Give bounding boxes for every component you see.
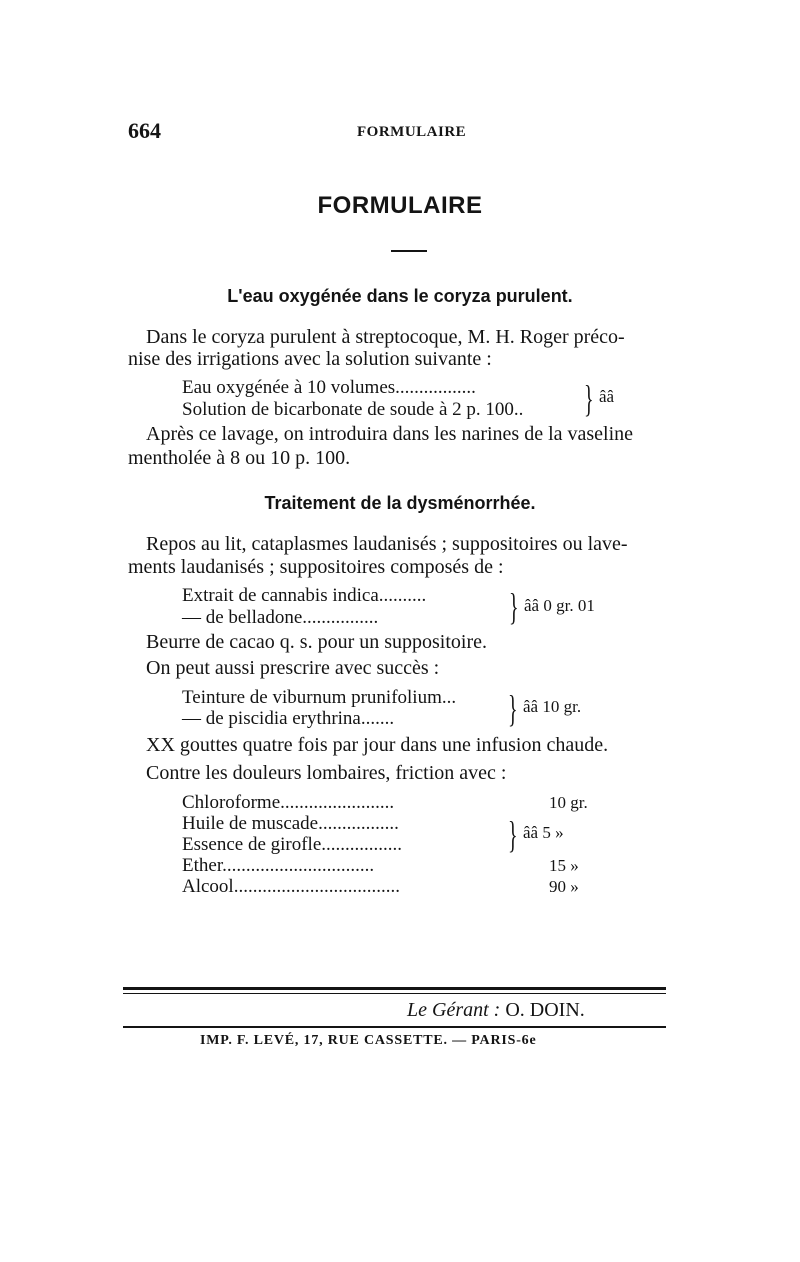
page-number: 664 [128,118,161,143]
article1-after-line: Après ce lavage, on introduira dans les narines de la vaseline [146,423,634,445]
friction-ingredient: Essence de girofle................. [182,834,403,855]
formula-quantity: ââ 0 gr. 01 [524,596,595,615]
friction-group-quantity: ââ 5 » [523,823,564,842]
article2-intro-line: Repos au lit, cataplasmes laudanisés ; suppositoires ou lave- [146,533,628,555]
formula-line: Extrait de cannabis indica.......... [182,585,427,606]
article2-text-line: On peut aussi prescrire avec succès : [146,657,440,679]
friction-quantity: 10 gr. [549,793,588,812]
friction-ingredient: Ether................................ [182,855,375,876]
footer-rule [123,1026,666,1028]
article2-text-line: Contre les douleurs lombaires, friction avec : [146,762,507,784]
friction-quantity: 90 » [549,877,579,896]
formula-line: Teinture de viburnum prunifolium... [182,687,457,708]
printer-imprint: IMP. F. LEVÉ, 17, RUE CASSETTE. — PARIS-6e [200,1033,537,1048]
article2-title: Traitement de la dysménorrhée. [264,493,536,513]
article1-after-line: mentholée à 8 ou 10 p. 100. [128,447,351,469]
signature-name: O. DOIN. [505,999,585,1021]
article1-line: nise des irrigations avec la solution suivante : [128,348,492,370]
article2-intro-line: ments laudanisés ; suppositoires composés de : [128,556,504,578]
friction-quantity: 15 » [549,856,579,875]
brace-symbol: } [508,815,518,857]
article2-text-line: Beurre de cacao q. s. pour un suppositoire. [146,631,488,653]
article2-text-line: XX gouttes quatre fois par jour dans une infusion chaude. [146,734,609,756]
footer-rule [123,987,666,990]
article1-title: L'eau oxygénée dans le coryza purulent. [227,286,573,306]
running-title: FORMULAIRE [357,124,467,140]
friction-ingredient: Huile de muscade................. [182,813,399,834]
signature-label: Le Gérant : [407,999,501,1021]
brace-symbol: } [508,689,518,731]
formula-line: Solution de bicarbonate de soude à 2 p. 100.. [182,399,524,420]
footer-signature [407,999,585,1022]
brace-symbol: } [584,379,594,421]
footer-rule [123,993,666,994]
friction-ingredient: Chloroforme........................ [182,792,395,813]
formula-line: — de belladone................ [182,607,379,628]
formula-line: — de piscidia erythrina....... [182,708,395,729]
title-rule [391,250,427,252]
formula-quantity: ââ 10 gr. [523,697,582,716]
article1-line: Dans le coryza purulent à streptocoque, M. H. Roger préco- [146,326,625,348]
friction-ingredient: Alcool................................... [182,876,400,897]
brace-symbol: } [509,587,519,629]
formula-line: Eau oxygénée à 10 volumes................. [182,377,476,398]
formula-quantity: ââ [599,387,615,406]
section-title: FORMULAIRE [317,192,483,219]
